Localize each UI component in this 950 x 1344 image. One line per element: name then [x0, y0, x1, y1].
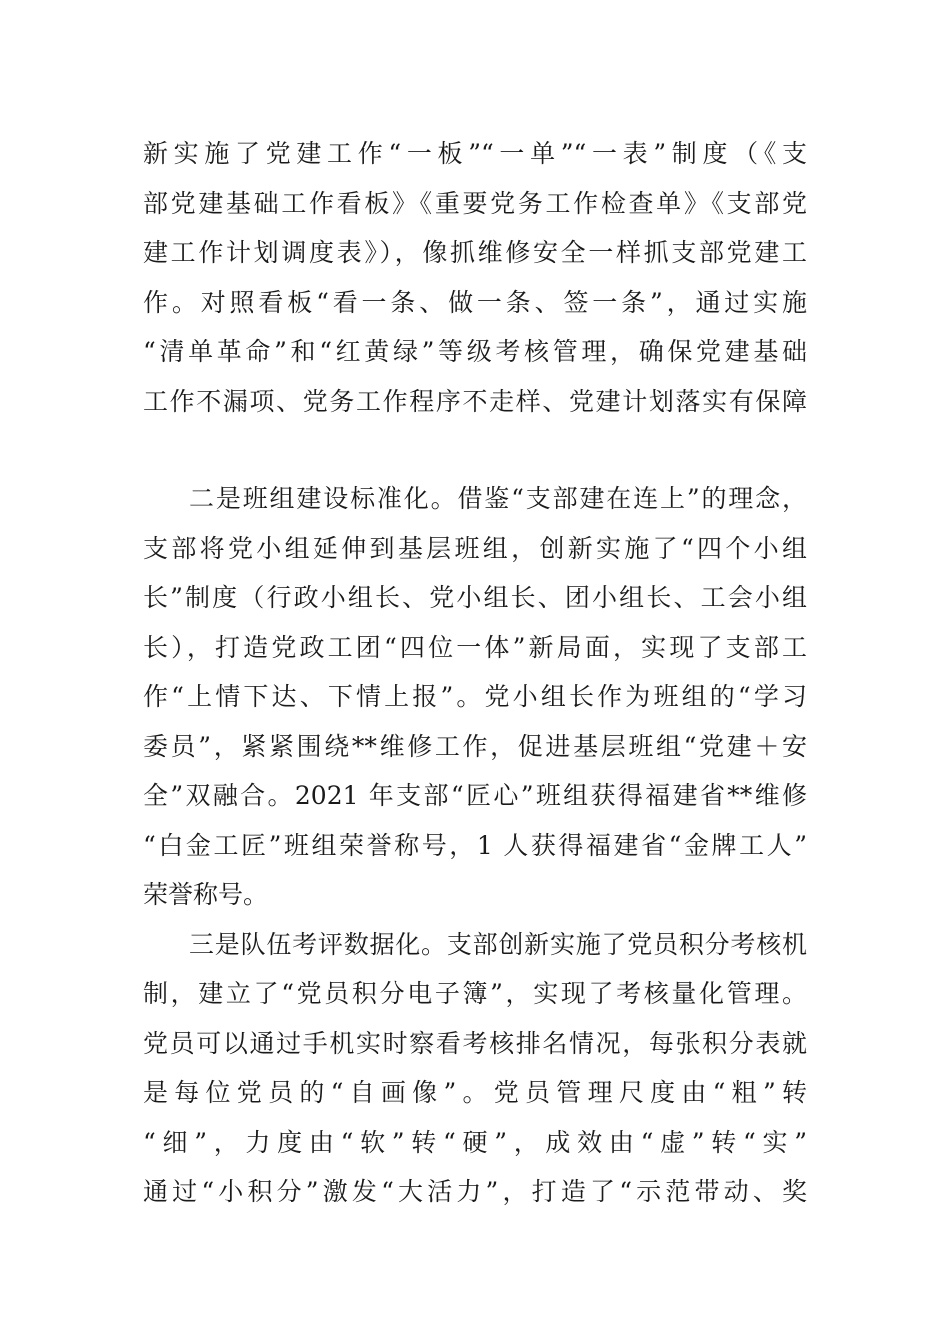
paragraph-3-line-1: 三是队伍考评数据化。支部创新实施了党员积分考核机 — [189, 930, 807, 959]
paragraph-1-line-5: “清单革命”和“红黄绿”等级考核管理，确保党建基础 — [143, 337, 807, 366]
paragraph-3-line-5: “细”，力度由“软”转“硬”，成效由“虚”转“实” — [143, 1128, 807, 1157]
paragraph-2-line-9: 荣誉称号。 — [143, 880, 269, 909]
paragraph-2-line-1: 二是班组建设标准化。借鉴“支部建在连上”的理念， — [189, 484, 807, 513]
paragraph-2-line-4: 长），打造党政工团“四位一体”新局面，实现了支部工 — [143, 633, 807, 662]
paragraph-2-line-3: 长”制度（行政小组长、党小组长、团小组长、工会小组 — [143, 583, 807, 612]
paragraph-1-line-3: 建工作计划调度表》），像抓维修安全一样抓支部党建工 — [143, 238, 807, 267]
paragraph-2-line-7: 全”双融合。2021 年支部“匠心”班组获得福建省**维修 — [143, 781, 807, 810]
paragraph-2-line-6: 委员”，紧紧围绕**维修工作，促进基层班组“党建＋安 — [143, 732, 807, 761]
paragraph-1-line-2: 部党建基础工作看板》《重要党务工作检查单》《支部党 — [143, 189, 807, 218]
paragraph-3-line-6: 通过“小积分”激发“大活力”，打造了“示范带动、奖 — [143, 1177, 807, 1206]
paragraph-2-line-5: 作“上情下达、下情上报”。党小组长作为班组的“学习 — [143, 682, 807, 711]
paragraph-3-line-3: 党员可以通过手机实时察看考核排名情况，每张积分表就 — [143, 1029, 807, 1058]
paragraph-1-line-4: 作。对照看板“看一条、做一条、签一条”，通过实施 — [143, 288, 807, 317]
paragraph-2-line-8: “白金工匠”班组荣誉称号，1 人获得福建省“金牌工人” — [143, 831, 807, 860]
paragraph-3-line-2: 制，建立了“党员积分电子簿”，实现了考核量化管理。 — [143, 979, 807, 1008]
paragraph-1-line-6: 工作不漏项、党务工作程序不走样、党建计划落实有保障 — [143, 387, 807, 416]
paragraph-2-line-2: 支部将党小组延伸到基层班组，创新实施了“四个小组 — [143, 534, 807, 563]
paragraph-3-line-4: 是每位党员的“自画像”。党员管理尺度由“粗”转 — [143, 1078, 807, 1107]
paragraph-1-line-1: 新实施了党建工作“一板”“一单”“一表”制度（《支 — [143, 139, 807, 168]
